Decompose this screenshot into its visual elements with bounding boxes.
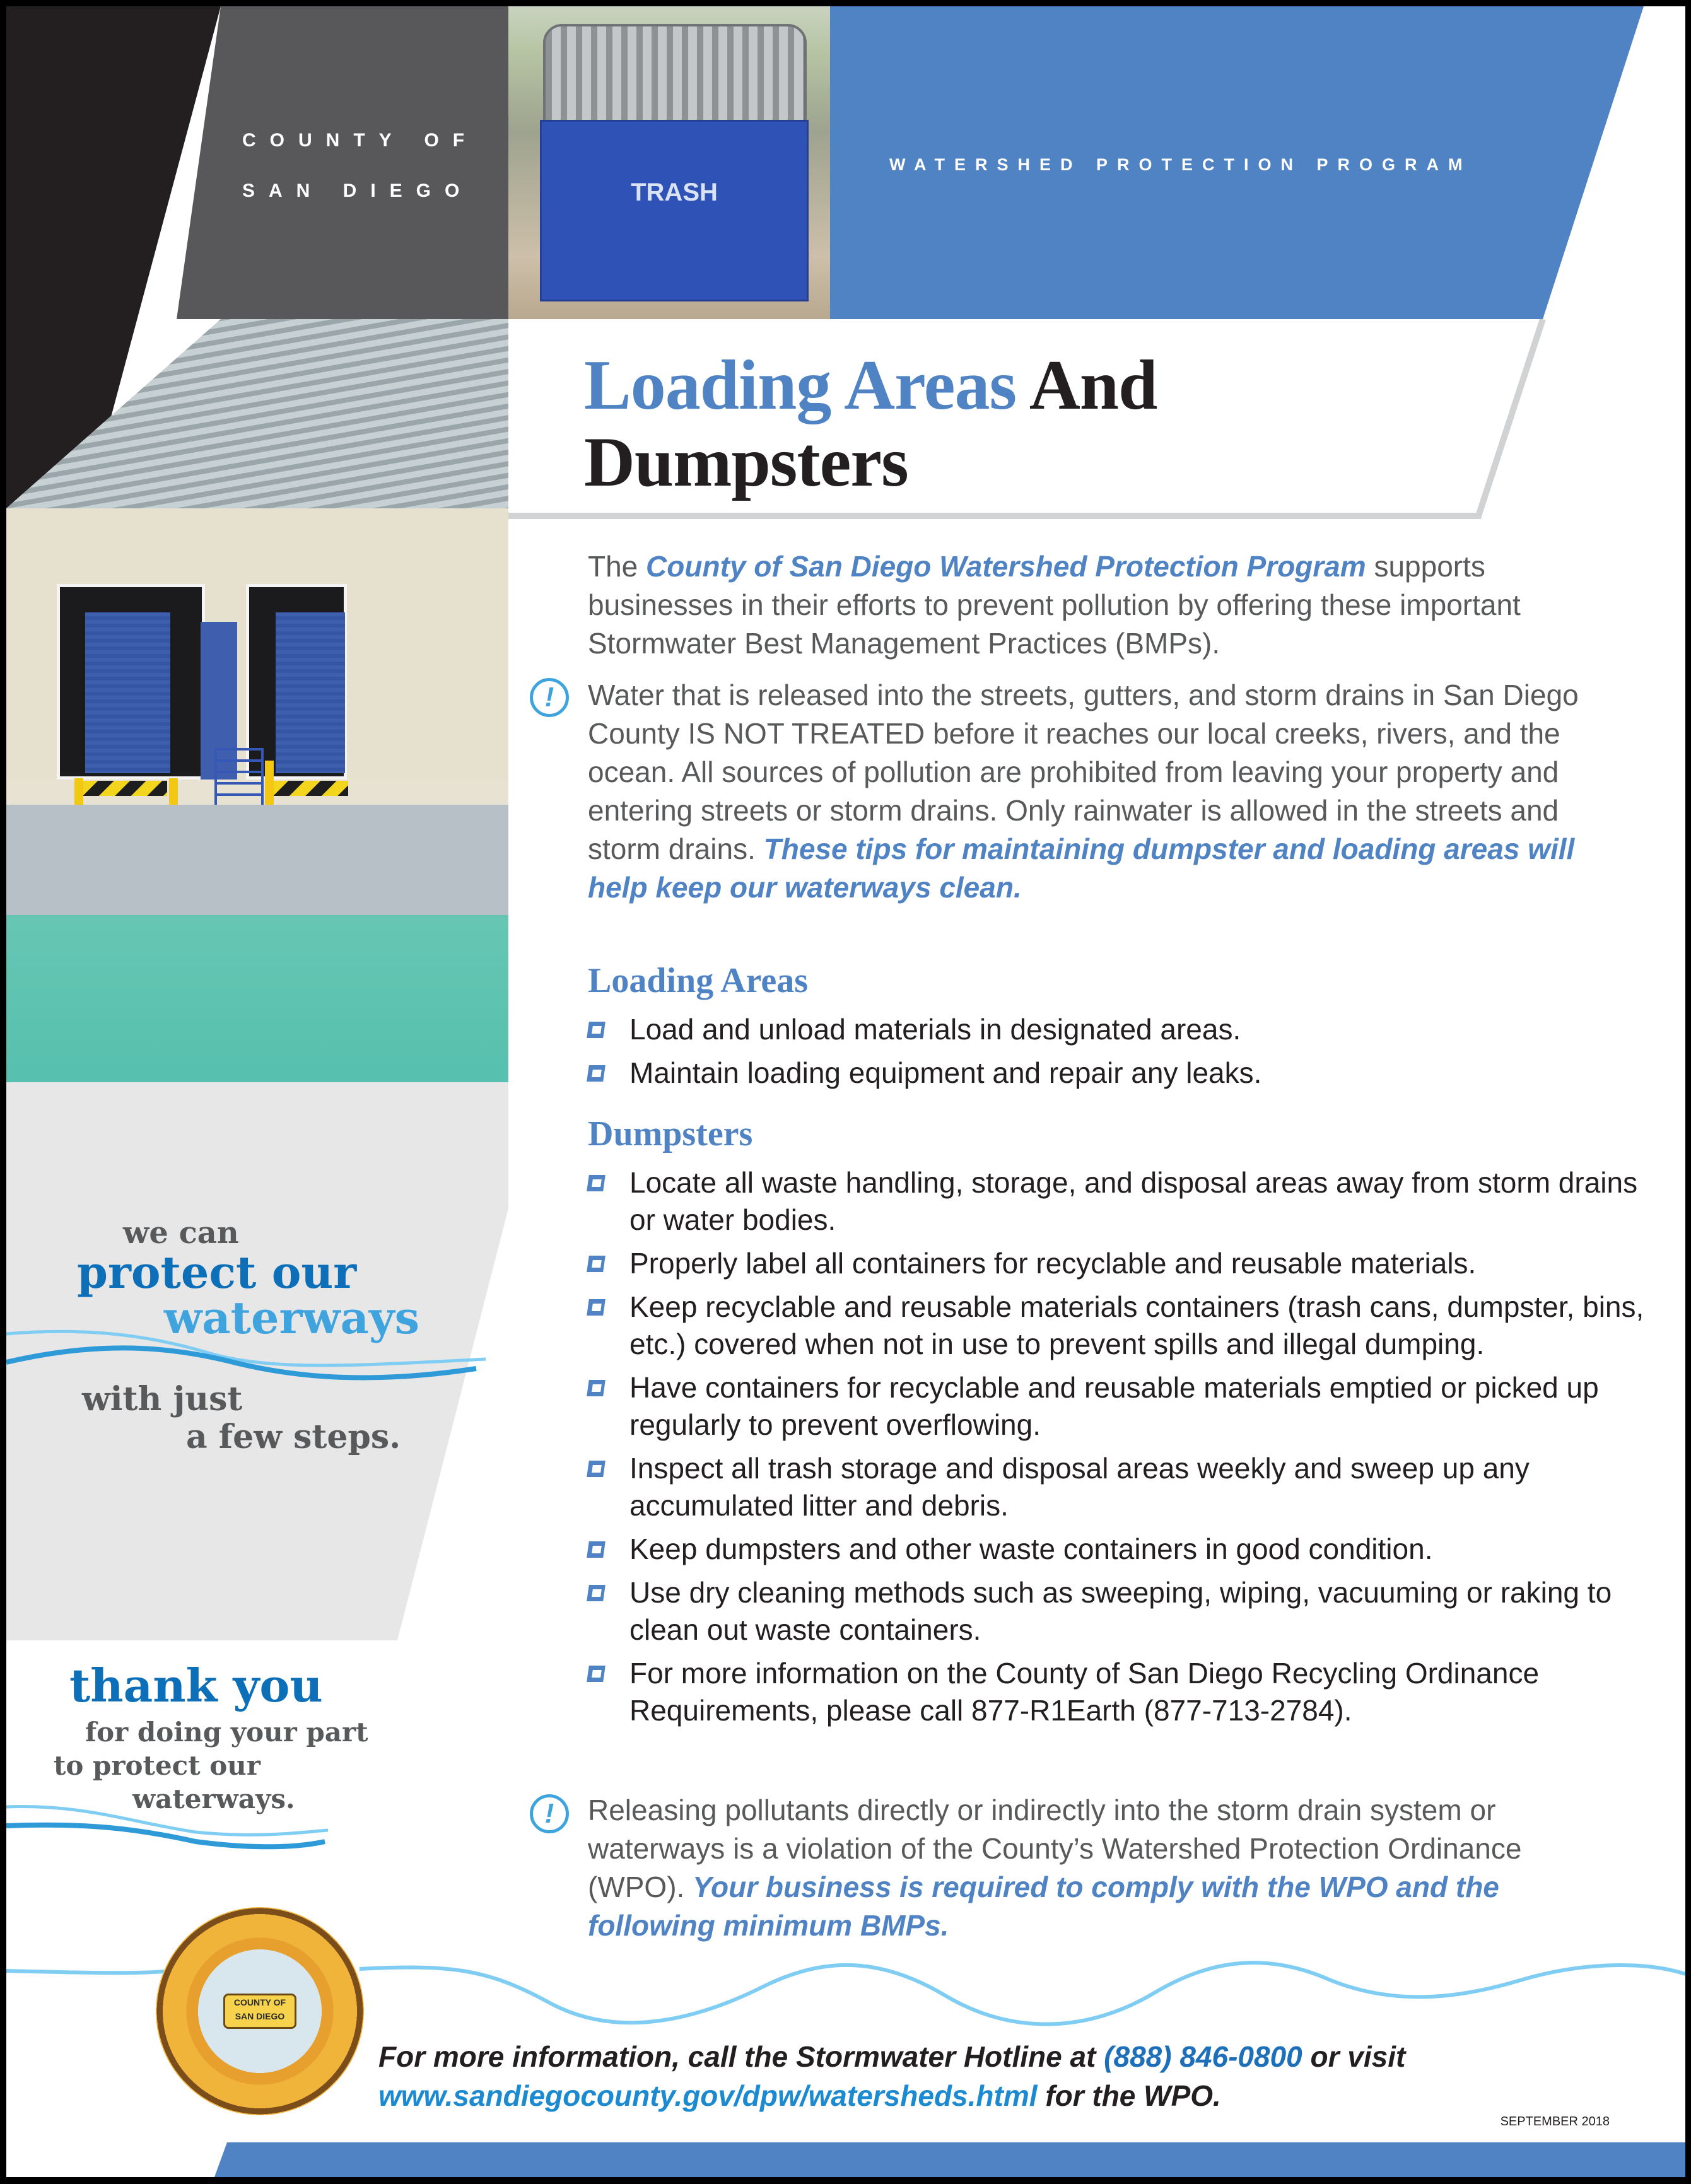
hazard-stripes — [272, 781, 348, 796]
exclamation-circle-icon: ! — [530, 678, 569, 717]
dumpsters-list — [588, 1164, 1647, 1736]
list-item-text: Keep dumpsters and other waste containers in good condition. — [629, 1533, 1433, 1565]
alert2-emphasis: Your business is required to comply with the WPO and the following minimum BMPs. — [588, 1871, 1499, 1942]
footer-contact-line2 — [378, 2076, 1577, 2115]
list-item — [588, 1450, 1647, 1524]
footer-blue-bar — [214, 2142, 1685, 2177]
list-item — [588, 1054, 1647, 1092]
bollard — [74, 778, 83, 806]
checkbox-bullet-icon — [587, 1256, 606, 1272]
alert-paragraph-2 — [588, 1791, 1597, 1945]
list-item-text: For more information on the County of San Diego Recycling Ordinance Requirements, please call 877-R1Earth (877-713-2784). — [629, 1657, 1540, 1727]
list-item-text: Properly label all containers for recyclable and reusable materials. — [629, 1247, 1477, 1280]
list-item-text: Maintain loading equipment and repair any leaks. — [629, 1056, 1262, 1089]
dumpster-label: TRASH — [631, 178, 718, 206]
checkbox-bullet-icon — [587, 1299, 606, 1316]
checkbox-bullet-icon — [587, 1022, 606, 1038]
list-item — [588, 1369, 1647, 1444]
footer-mid: or visit — [1302, 2040, 1406, 2073]
checkbox-bullet-icon — [587, 1380, 606, 1396]
list-item-text: Locate all waste handling, storage, and disposal areas away from storm drains or water bodies. — [629, 1166, 1638, 1236]
intro-pre: The — [588, 550, 647, 583]
list-item — [588, 1011, 1647, 1048]
dumpster-lid — [543, 24, 807, 124]
checkbox-bullet-icon — [587, 1461, 606, 1477]
seal-banner: COUNTY OF SAN DIEGO — [223, 1994, 296, 2029]
checkbox-bullet-icon — [587, 1666, 606, 1682]
slogan-line4: with just — [82, 1380, 243, 1418]
list-item — [588, 1531, 1647, 1568]
list-item — [588, 1655, 1647, 1729]
list-item — [588, 1245, 1647, 1282]
slogan-line3: waterways — [164, 1292, 420, 1344]
dock-stairs — [214, 748, 264, 808]
thanks-line4: waterways. — [132, 1784, 295, 1814]
list-item-text: Use dry cleaning methods such as sweeping, wiping, vacuuming or raking to clean out waste containers. — [629, 1576, 1612, 1646]
list-item — [588, 1288, 1647, 1363]
list-item-text: Have containers for recyclable and reusable materials emptied or picked up regularly to prevent overflowing. — [629, 1371, 1599, 1441]
publication-date: SEPTEMBER 2018 — [1500, 2115, 1610, 2129]
program-name-highlight: County of San Diego Watershed Protection Program — [646, 550, 1366, 583]
title-black-part-2: Dumpsters — [584, 423, 908, 501]
intro-post: supports businesses in their efforts to prevent pollution by offering these important Stormwater Best Management Practices (BMPs). — [588, 550, 1521, 660]
thanks-wave-decoration — [6, 1797, 334, 1854]
photo-floor — [6, 805, 508, 915]
title-blue-part: Loading Areas — [584, 346, 1017, 424]
list-item-text: Inspect all trash storage and disposal areas weekly and sweep up any accumulated litter and debris. — [629, 1452, 1530, 1522]
dock-shutter — [276, 612, 345, 773]
alert2-text: Releasing pollutants directly or indirectly into the storm drain system or waterways is a violation of the County’s Watershed Protection Ordinance (WPO). — [588, 1794, 1522, 1903]
list-item-text: Keep recyclable and reusable materials containers (trash cans, dumpster, bins, etc.) covered when not in use to prevent spills and illegal dumping. — [629, 1290, 1644, 1360]
intro-paragraph — [588, 547, 1629, 663]
bollard — [169, 778, 178, 806]
loading-areas-list — [588, 1011, 1647, 1098]
exclamation-circle-icon: ! — [530, 1794, 569, 1833]
thanks-line2: for doing your part — [85, 1717, 368, 1748]
program-name-banner: WATERSHED PROTECTION PROGRAM — [889, 155, 1472, 174]
thanks-line3: to protect our — [54, 1750, 260, 1781]
slogan-wave-decoration — [6, 1321, 486, 1391]
photo-teal-floor — [6, 915, 508, 1082]
county-seal-logo — [156, 1907, 364, 2115]
dock-door-left — [57, 584, 205, 780]
section-heading-dumpsters: Dumpsters — [588, 1114, 753, 1153]
alert1-emphasis: These tips for maintaining dumpster and loading areas will help keep our waterways clean. — [588, 832, 1575, 904]
checkbox-bullet-icon — [587, 1585, 606, 1601]
page-title — [584, 347, 1157, 501]
title-black-part-1: And — [1016, 346, 1157, 424]
footer-post: for the WPO. — [1037, 2079, 1221, 2112]
hazard-stripes — [82, 781, 167, 796]
slogan-line2: protect our — [77, 1246, 357, 1299]
dumpster-body — [540, 120, 809, 301]
hotline-phone-link[interactable]: (888) 846-0800 — [1104, 2040, 1302, 2073]
slogan-line1: we can — [123, 1215, 239, 1251]
slogan-line5: a few steps. — [186, 1418, 401, 1456]
dock-shutter — [85, 612, 170, 773]
alert-paragraph-1 — [588, 676, 1629, 907]
checkbox-bullet-icon — [587, 1175, 606, 1191]
checkbox-bullet-icon — [587, 1541, 606, 1558]
list-item — [588, 1164, 1647, 1239]
section-heading-loading-areas: Loading Areas — [588, 961, 809, 1000]
list-item-text: Load and unload materials in designated areas. — [629, 1013, 1241, 1046]
bollard — [265, 761, 274, 808]
checkbox-bullet-icon — [587, 1065, 606, 1082]
flyer-page — [6, 6, 1685, 2177]
org-name-line2: SAN DIEGO — [242, 180, 474, 201]
thanks-heading: thank you — [69, 1659, 323, 1712]
dumpster-photo — [508, 6, 833, 319]
org-name-line1: COUNTY OF — [242, 130, 479, 151]
watersheds-website-link[interactable]: www.sandiegocounty.gov/dpw/watersheds.html — [378, 2079, 1038, 2112]
alert1-text: Water that is released into the streets, gutters, and storm drains in San Diego County IS NOT TREATED before it reaches our local creeks, rivers, and the ocean. All sources of pollution are prohibited from leaving your property and entering streets or storm drains. Only rainwater is allowed in the streets and storm drains. — [588, 679, 1579, 865]
list-item — [588, 1574, 1647, 1649]
footer-contact-line1 — [378, 2037, 1577, 2076]
footer-pre: For more information, call the Stormwater Hotline at — [378, 2040, 1104, 2073]
